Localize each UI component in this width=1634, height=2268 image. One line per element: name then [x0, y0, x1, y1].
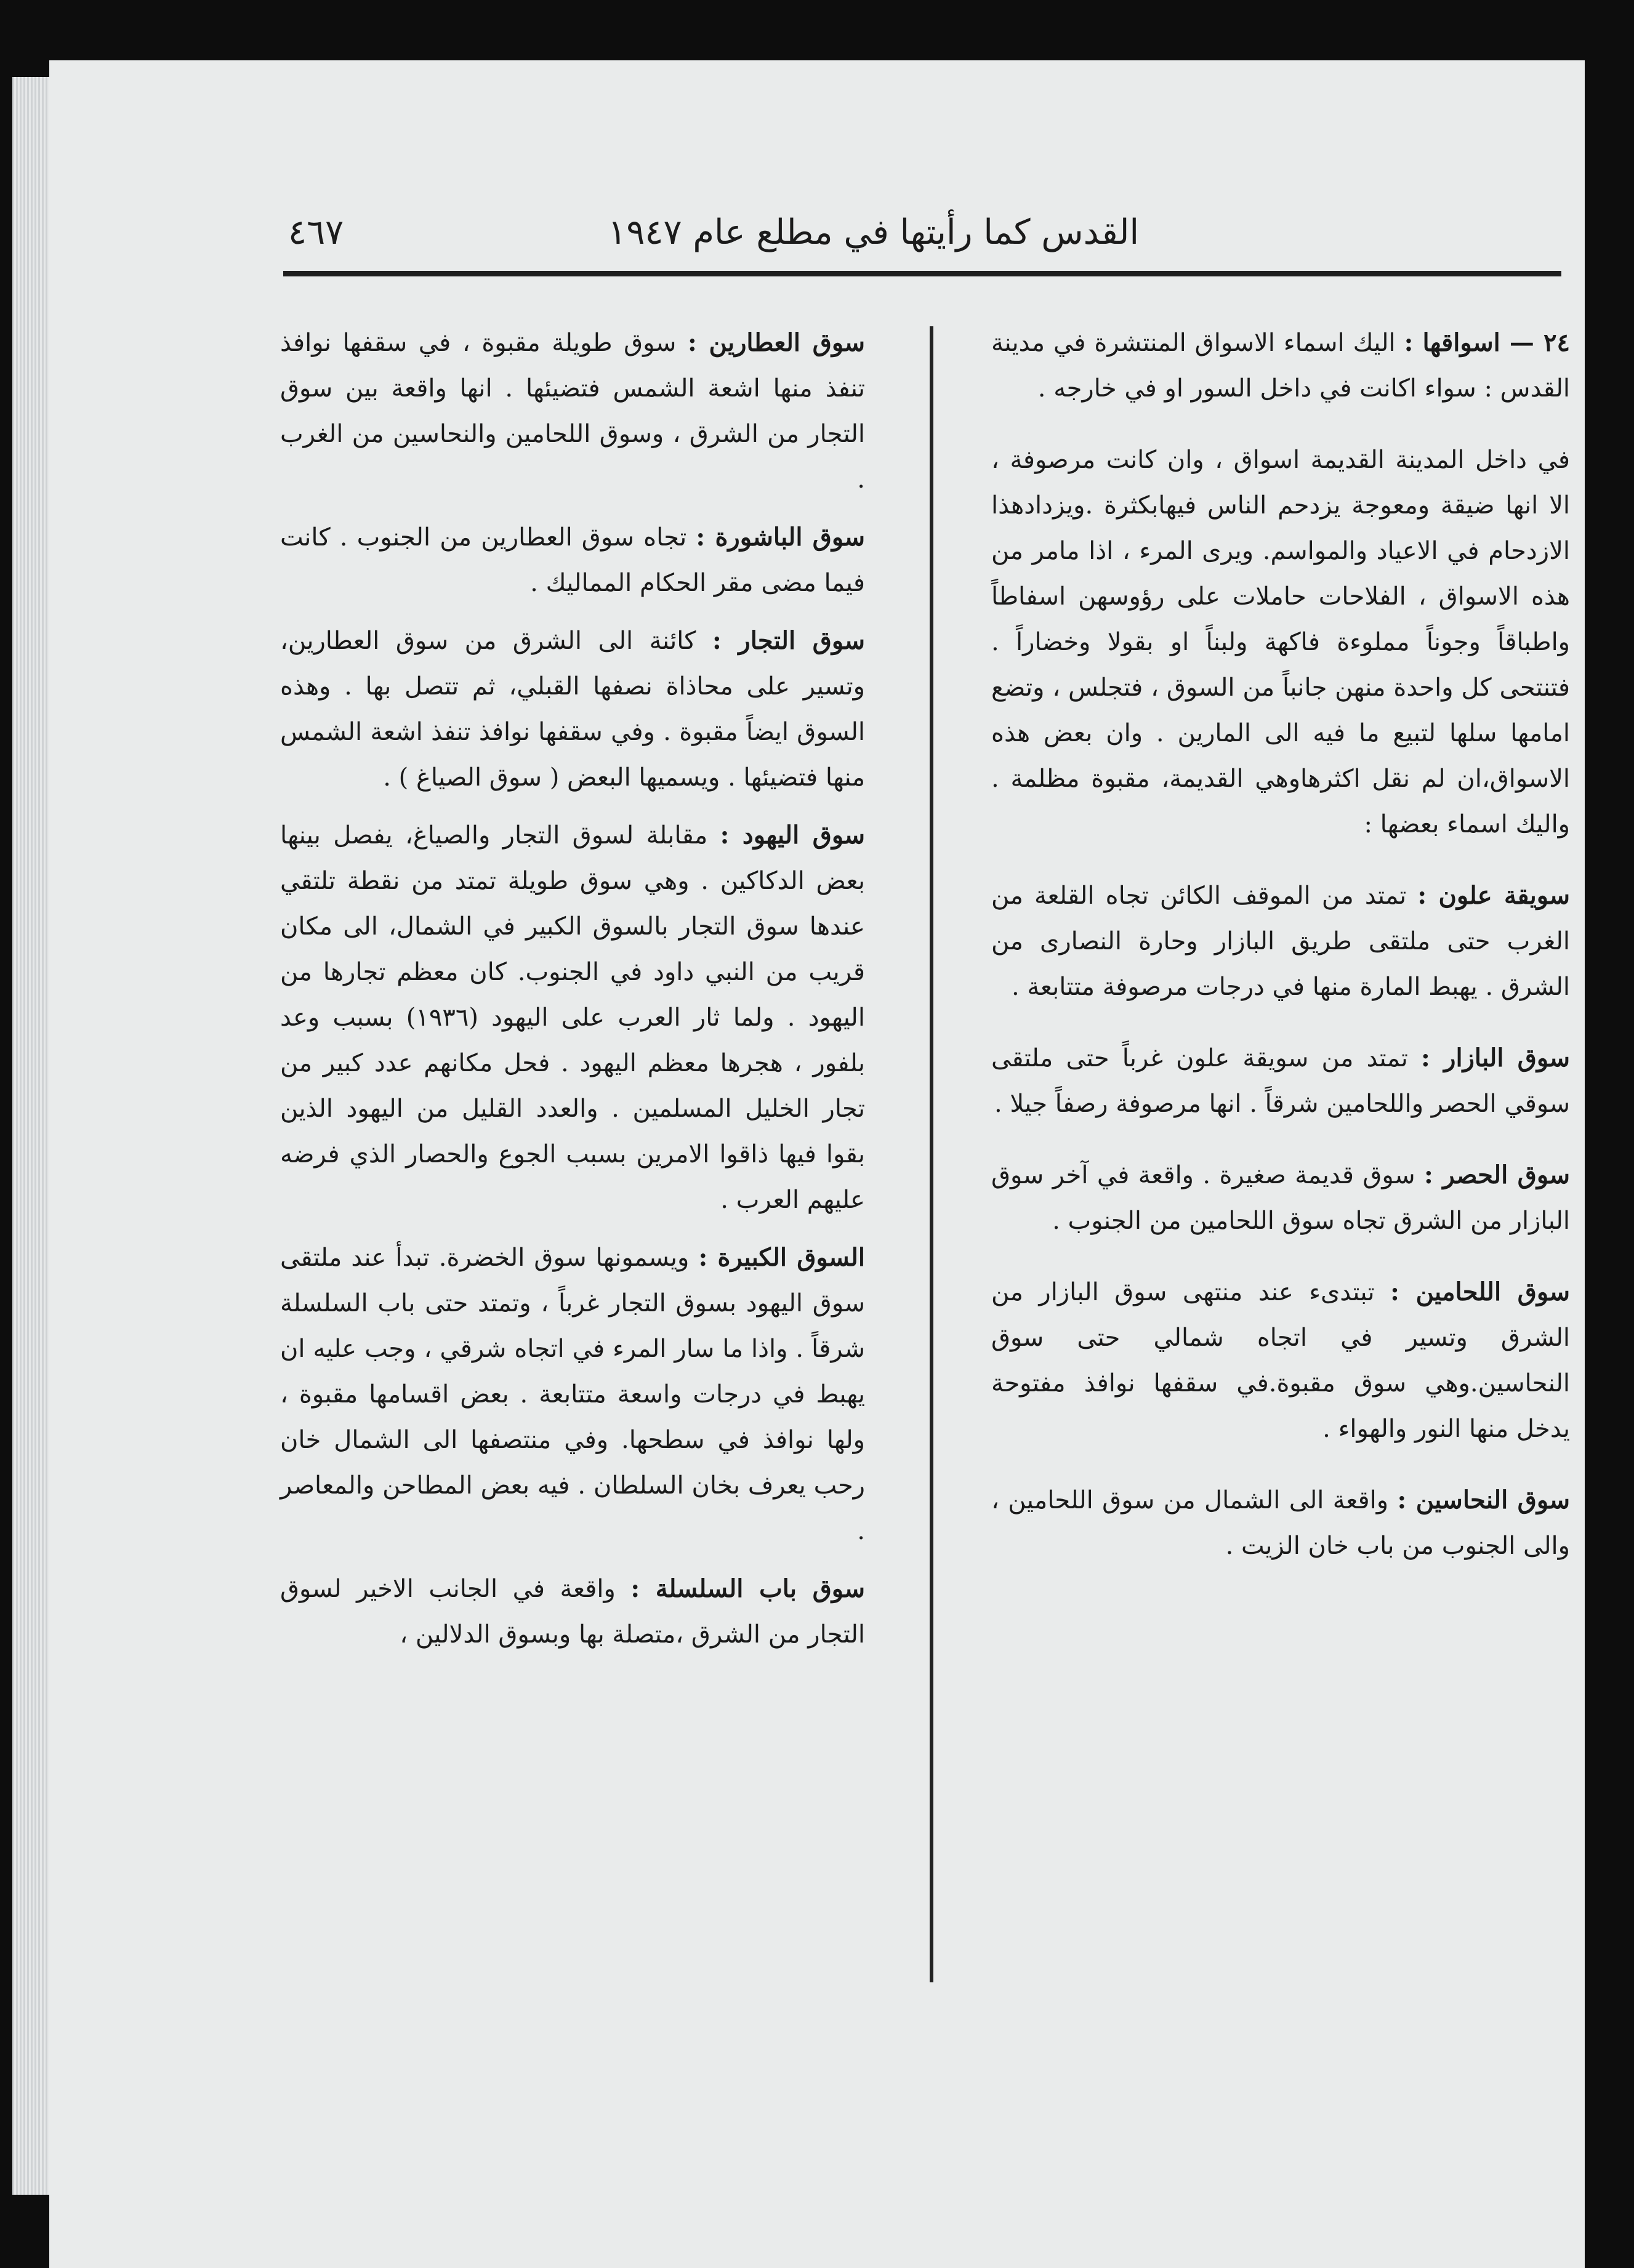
paragraph-souq-bashura [280, 515, 865, 606]
left-column [280, 320, 865, 1670]
paragraph-text: في داخل المدينة القديمة اسواق ، وان كانت مرصوفة ، الا انها ضيقة ومعوجة يزدحم الناس فيهابكثرة .ويزدادهذا الازدحام في الاعياد والمواسم. ويرى المرء ، اذا مامر من هذه الاسواق ، الفلاحات حاملات على رؤوسهن اسفاطاً واطباقاً وجوناً مملوءة فاكهة ولبناً او بقولا وخضاراً . فتنتحى كل واحدة منهن جانباً من السوق ، فتجلس ، وتضع امامها سلها لتبيع ما فيه الى المارين . وان بعض هذه الاسواق،ان لم نقل اكثرهاوهي القديمة، مقبوة مظلمة . واليك اسماء بعضها : [991, 446, 1570, 838]
paragraph-term: سوق اللحامين : [1390, 1277, 1570, 1306]
page-number: ٤٦٧ [288, 212, 344, 252]
running-title: القدس كما رأيتها في مطلع عام ١٩٤٧ [608, 212, 1139, 252]
paragraph-text: سوق طويلة مقبوة ، في سقفها نوافذ تنفذ منها اشعة الشمس فتضيئها . انها واقعة بين سوق التجار من الشرق ، وسوق اللحامين والنحاسين من الغرب . [280, 329, 865, 494]
paragraph-souq-bazar [991, 1035, 1570, 1127]
paragraph-souq-kabira [280, 1235, 865, 1554]
paragraph-souq-nahhasin [991, 1478, 1570, 1569]
paragraph-text: اليك اسماء الاسواق المنتشرة في مدينة القدس : سواء اكانت في داخل السور او في خارجه . [991, 329, 1570, 403]
paragraph-text: سوق قديمة صغيرة . واقعة في آخر سوق البازار من الشرق تجاه سوق اللحامين من الجنوب . [991, 1161, 1570, 1235]
paragraph-souq-yahud [280, 813, 865, 1223]
paragraph-term: سوق اليهود : [720, 821, 865, 850]
paragraph-souq-lahhamin [991, 1269, 1570, 1452]
paragraph-souq-attarin [280, 320, 865, 502]
paragraph-text: تمتد من الموقف الكائن تجاه القلعة من الغرب حتى ملتقى طريق البازار وحارة النصارى من الشرق . يهبط المارة منها في درجات مرصوفة متتابعة . [991, 882, 1570, 1001]
paragraph-term: سويقة علون : [1417, 881, 1570, 910]
paragraph-term: سوق الباشورة : [696, 523, 866, 552]
paragraph-term: سوق الحصر : [1423, 1160, 1570, 1189]
paragraph-term: سوق باب السلسلة : [630, 1574, 865, 1603]
paragraph-text: تبتدىء عند منتهى سوق البازار من الشرق وتسير في اتجاه شمالي حتى سوق النحاسين.وهي سوق مقبوة.في سقفها نوافذ مفتوحة يدخل منها النور والهواء . [991, 1278, 1570, 1443]
paragraph-term: ٢٤ — اسواقها : [1404, 328, 1571, 357]
paragraph-old-city-markets [991, 437, 1570, 847]
paragraph-souq-husr [991, 1152, 1570, 1244]
page-header [271, 212, 1564, 255]
paragraph-suwayqat-alloun [991, 873, 1570, 1010]
right-column [991, 320, 1570, 1581]
column-divider [930, 326, 933, 1982]
paragraph-souq-bab-silsila [280, 1566, 865, 1657]
paragraph-term: سوق العطارين : [687, 328, 866, 357]
header-rule [283, 271, 1561, 276]
paragraph-text: مقابلة لسوق التجار والصياغ، يفصل بينها بعض الدكاكين . وهي سوق طويلة تمتد من نقطة تلتقي عندها سوق التجار بالسوق الكبير في الشمال، الى مكان قريب من النبي داود في الجنوب. كان معظم تجارها من اليهود . ولما ثار العرب على اليهود (١٩٣٦) بسبب وعد بلفور ، هجرها معظم اليهود . فحل مكانهم عدد كبير من تجار الخليل المسلمين . والعدد القليل من اليهود الذين بقوا فيها ذاقوا الامرين بسبب الجوع والحصار الذي فرضه عليهم العرب . [280, 821, 865, 1214]
paragraph-text: كائنة الى الشرق من سوق العطارين، وتسير على محاذاة نصفها القبلي، ثم تتصل بها . وهذه السوق ايضاً مقبوة . وفي سقفها نوافذ تنفذ اشعة الشمس منها فتضيئها . ويسميها البعض ( سوق الصياغ ) . [280, 627, 865, 792]
paragraph-text: واقعة في الجانب الاخير لسوق التجار من الشرق ،متصلة بها وبسوق الدلالين ، [280, 1575, 865, 1649]
paragraph-text: تمتد من سويقة علون غرباً حتى ملتقى سوقي الحصر واللحامين شرقاً . انها مرصوفة رصفاً جيلا . [991, 1044, 1570, 1118]
paragraph-text: تجاه سوق العطارين من الجنوب . كانت فيما مضى مقر الحكام المماليك . [280, 523, 865, 597]
paragraph-souq-tujjar [280, 618, 865, 800]
paragraph-term: السوق الكبيرة : [698, 1243, 866, 1272]
paragraph-term: سوق التجار : [712, 626, 865, 655]
paragraph-markets-intro [991, 320, 1570, 411]
paragraph-term: سوق البازار : [1421, 1044, 1571, 1072]
paragraph-term: سوق النحاسين : [1397, 1486, 1571, 1514]
paragraph-text: واقعة الى الشمال من سوق اللحامين ، والى الجنوب من باب خان الزيت . [991, 1486, 1570, 1560]
paragraph-text: ويسمونها سوق الخضرة. تبدأ عند ملتقى سوق اليهود بسوق التجار غرباً ، وتمتد حتى باب السلسلة شرقاً . واذا ما سار المرء في اتجاه شرقي ، وجب عليه ان يهبط في درجات واسعة متتابعة . بعض اقسامها مقبوة ، ولها نوافذ في سطحها. وفي منتصفها الى الشمال خان رحب يعرف بخان السلطان . فيه بعض المطاحن والمعاصر . [280, 1244, 865, 1545]
